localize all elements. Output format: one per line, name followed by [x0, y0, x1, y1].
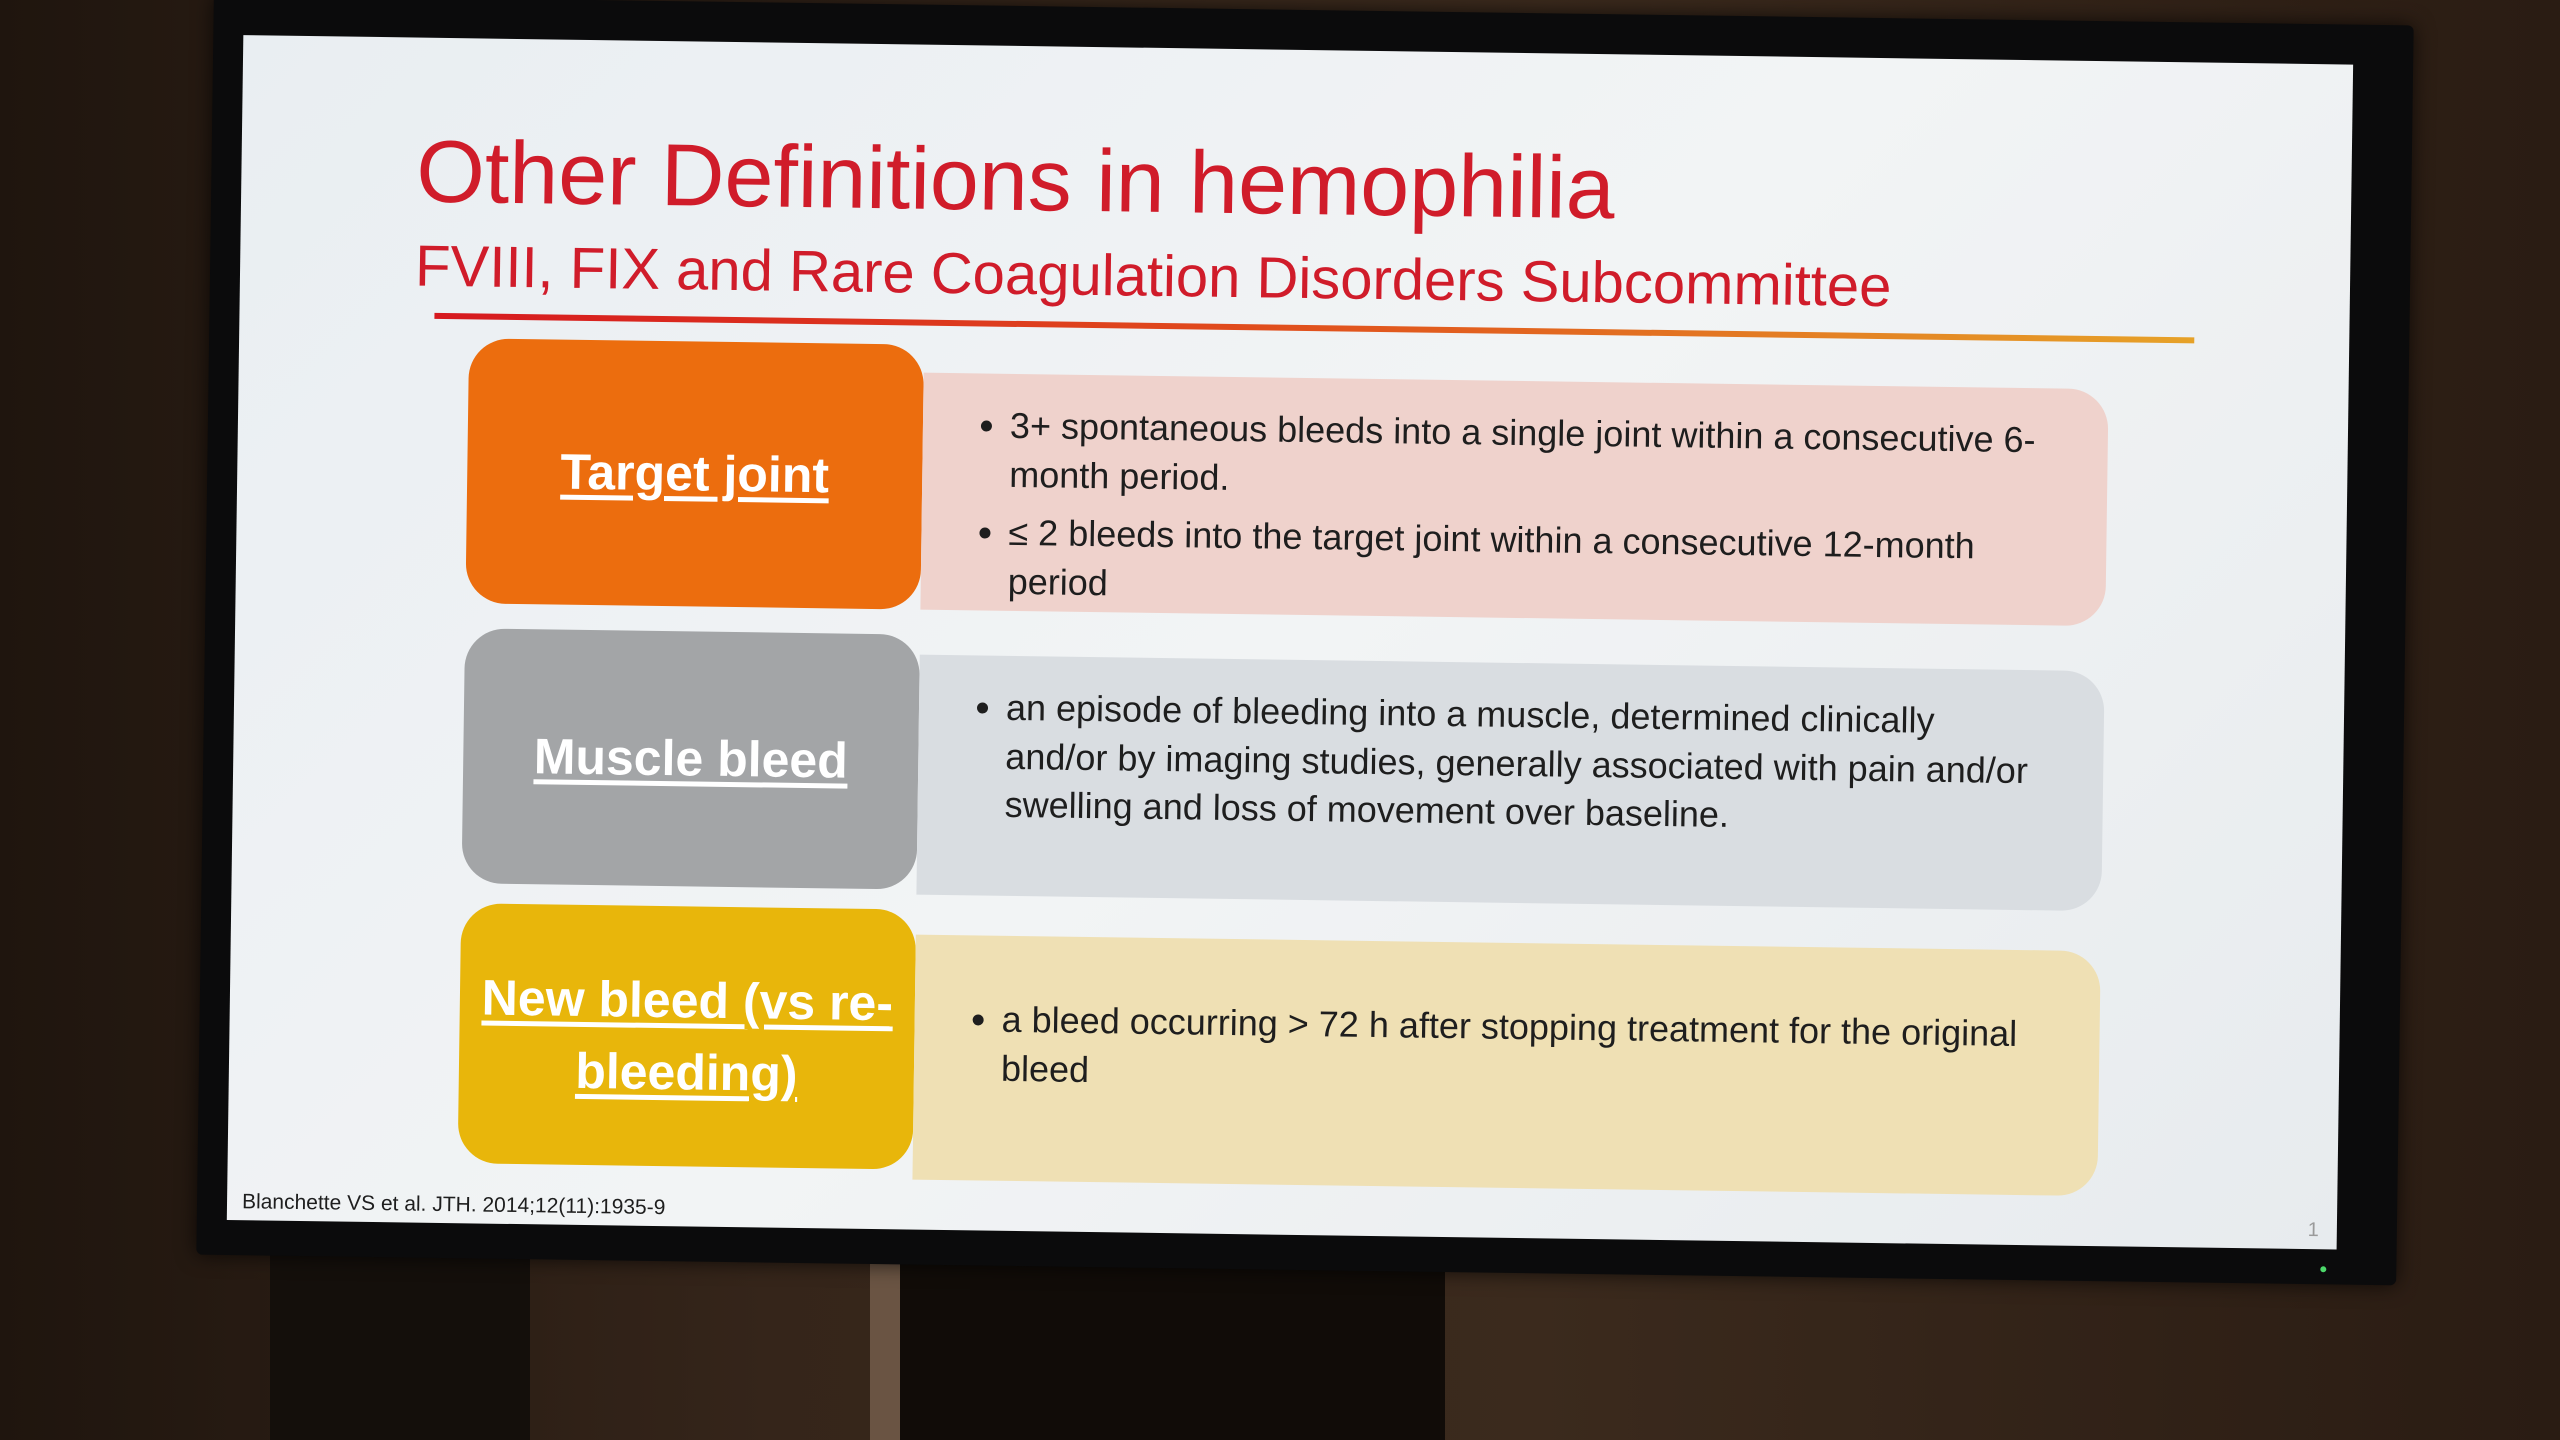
presentation-slide	[227, 35, 2353, 1249]
definition-content-new-bleed	[912, 935, 2100, 1197]
slide-page-number: 1	[2307, 1219, 2320, 1242]
definition-label-new-bleed	[458, 903, 917, 1169]
definition-label-target-joint	[465, 338, 924, 609]
definition-row-new-bleed	[458, 903, 2101, 1186]
definition-label-muscle-bleed	[462, 628, 921, 889]
definition-content-muscle-bleed	[916, 655, 2104, 912]
bullet-item: • 3+ spontaneous bleeds into a single joint within a consecutive 6-month period.	[1009, 402, 2048, 514]
citation: Blanchette VS et al. JTH. 2014;12(11):1935-9	[241, 1190, 666, 1220]
definition-row-muscle-bleed	[462, 628, 2105, 906]
bullet-item: • a bleed occurring > 72 h after stopping treatment for the original bleed	[1001, 996, 2040, 1108]
monitor-stand-pole	[870, 1240, 900, 1440]
slide-subtitle: FVIII, FIX and Rare Coagulation Disorders Subcommittee	[414, 233, 1892, 320]
bullet-item: • ≤ 2 bleeds into the target joint within a consecutive 12-month period	[1007, 509, 2046, 621]
monitor	[196, 0, 2413, 1285]
definition-content-target-joint	[920, 373, 2108, 627]
monitor-stand-left	[270, 1240, 530, 1440]
bullet-item: • an episode of bleeding into a muscle, determined clinically and/or by imaging studies, generally associated with pain and/or swelling and loss of movement over baseline.	[1004, 684, 2044, 844]
definition-label-text: Target joint	[560, 443, 830, 504]
slide-title: Other Definitions in hemophilia	[415, 121, 1616, 238]
definition-label-text: New bleed (vs re-bleeding)	[481, 969, 894, 1102]
definition-row-target-joint	[465, 338, 2109, 626]
title-divider	[434, 313, 2194, 344]
power-led-icon	[2320, 1266, 2326, 1272]
definition-label-text: Muscle bleed	[533, 728, 849, 789]
